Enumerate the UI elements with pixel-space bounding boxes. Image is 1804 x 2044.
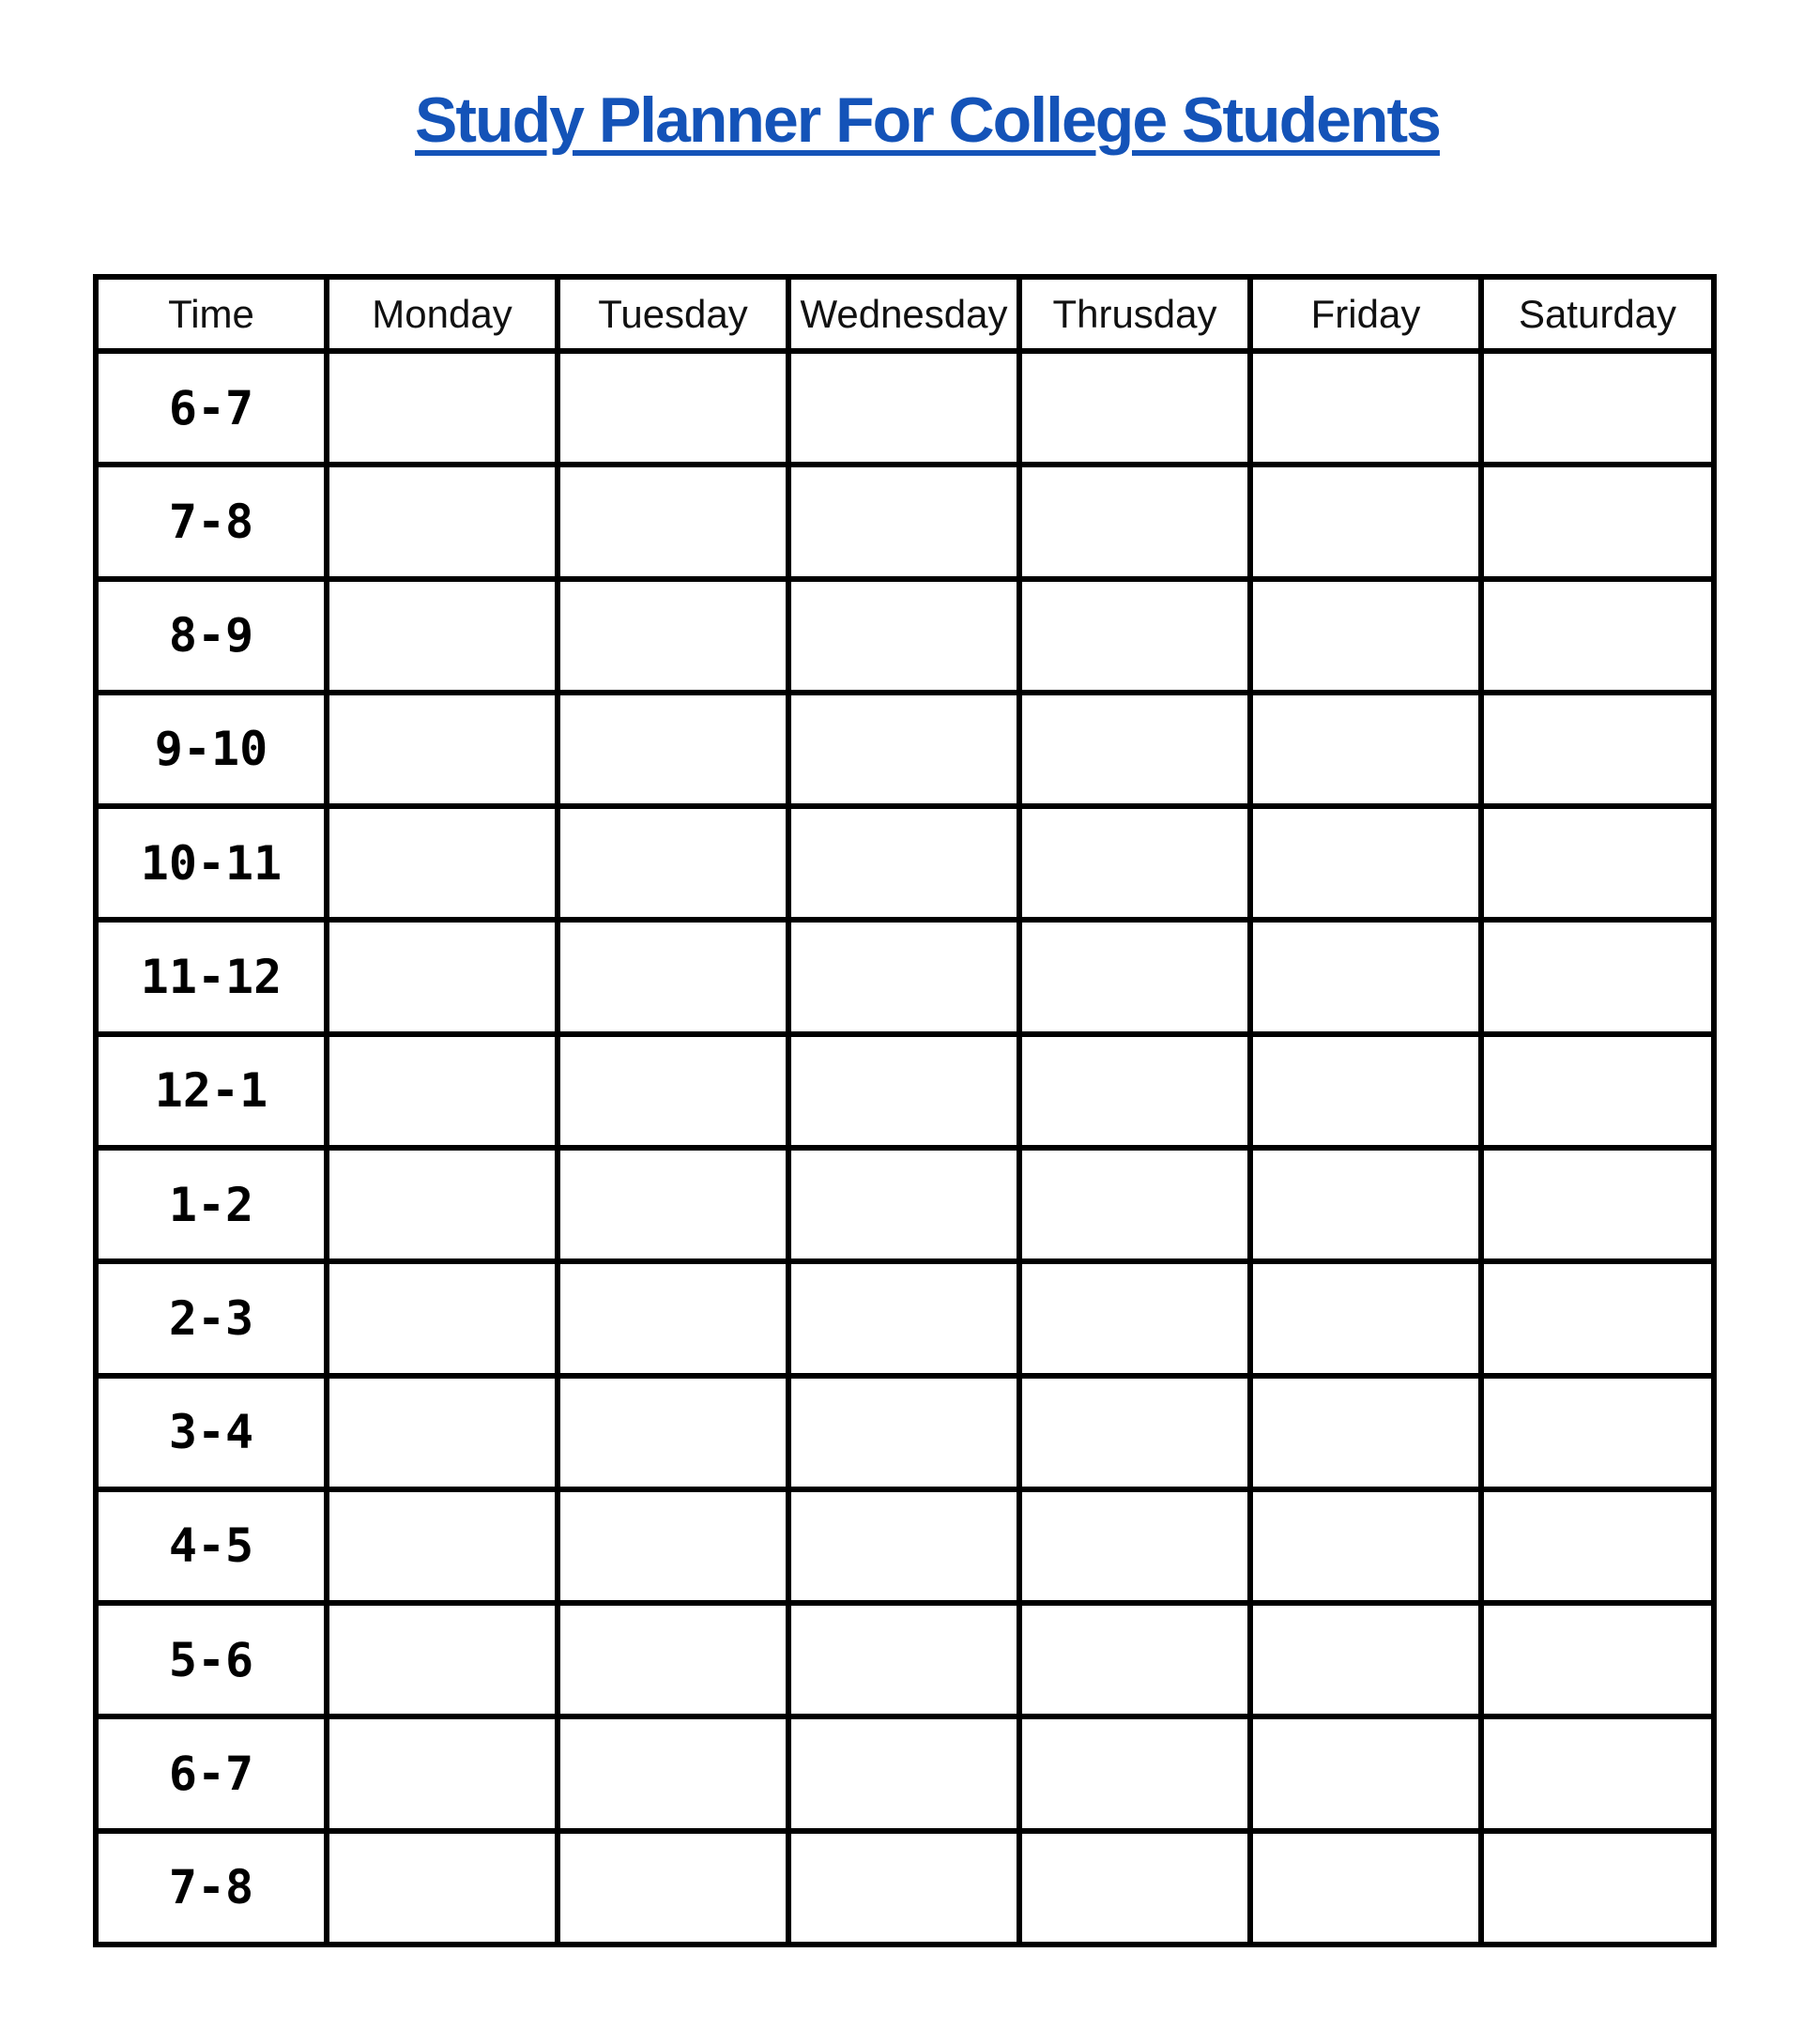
schedule-cell-friday[interactable]: [1250, 1261, 1481, 1375]
schedule-cell-thrusday[interactable]: [1019, 465, 1250, 578]
time-slot-label: 2-3: [96, 1261, 327, 1375]
table-row: [96, 920, 1714, 1033]
schedule-cell-monday[interactable]: [327, 920, 558, 1033]
schedule-cell-friday[interactable]: [1250, 920, 1481, 1033]
table-row: [96, 1376, 1714, 1489]
schedule-cell-tuesday[interactable]: [558, 1603, 788, 1716]
schedule-cell-tuesday[interactable]: [558, 1716, 788, 1830]
schedule-cell-friday[interactable]: [1250, 1376, 1481, 1489]
table-row: [96, 1831, 1714, 1945]
time-slot-label: 6-7: [96, 1716, 327, 1830]
column-header-friday: Friday: [1250, 277, 1481, 351]
schedule-cell-thrusday[interactable]: [1019, 1831, 1250, 1945]
column-header-thrusday: Thrusday: [1019, 277, 1250, 351]
study-planner-table: [93, 274, 1717, 1947]
table-row: [96, 351, 1714, 465]
schedule-cell-saturday[interactable]: [1481, 351, 1714, 465]
schedule-cell-tuesday[interactable]: [558, 1148, 788, 1261]
time-slot-label: 7-8: [96, 1831, 327, 1945]
schedule-cell-saturday[interactable]: [1481, 920, 1714, 1033]
schedule-cell-thrusday[interactable]: [1019, 920, 1250, 1033]
table-row: [96, 1148, 1714, 1261]
schedule-cell-saturday[interactable]: [1481, 1148, 1714, 1261]
column-header-tuesday: Tuesday: [558, 277, 788, 351]
schedule-cell-monday[interactable]: [327, 806, 558, 920]
schedule-cell-tuesday[interactable]: [558, 1489, 788, 1603]
schedule-cell-wednesday[interactable]: [788, 1716, 1019, 1830]
schedule-cell-thrusday[interactable]: [1019, 1261, 1250, 1375]
schedule-cell-wednesday[interactable]: [788, 1831, 1019, 1945]
schedule-cell-tuesday[interactable]: [558, 693, 788, 806]
schedule-cell-wednesday[interactable]: [788, 1376, 1019, 1489]
column-header-saturday: Saturday: [1481, 277, 1714, 351]
schedule-cell-saturday[interactable]: [1481, 1489, 1714, 1603]
schedule-cell-monday[interactable]: [327, 351, 558, 465]
schedule-cell-thrusday[interactable]: [1019, 1148, 1250, 1261]
schedule-cell-monday[interactable]: [327, 1034, 558, 1148]
schedule-cell-tuesday[interactable]: [558, 1034, 788, 1148]
schedule-cell-wednesday[interactable]: [788, 1489, 1019, 1603]
schedule-cell-monday[interactable]: [327, 1376, 558, 1489]
schedule-cell-thrusday[interactable]: [1019, 351, 1250, 465]
schedule-cell-monday[interactable]: [327, 579, 558, 693]
table-row: [96, 1261, 1714, 1375]
schedule-cell-thrusday[interactable]: [1019, 1716, 1250, 1830]
table-row: [96, 693, 1714, 806]
schedule-cell-monday[interactable]: [327, 1148, 558, 1261]
time-slot-label: 11-12: [96, 920, 327, 1033]
schedule-cell-monday[interactable]: [327, 1603, 558, 1716]
schedule-cell-saturday[interactable]: [1481, 579, 1714, 693]
schedule-cell-friday[interactable]: [1250, 1034, 1481, 1148]
schedule-cell-wednesday[interactable]: [788, 806, 1019, 920]
schedule-cell-friday[interactable]: [1250, 351, 1481, 465]
table-row: [96, 1489, 1714, 1603]
schedule-cell-friday[interactable]: [1250, 1831, 1481, 1945]
schedule-cell-wednesday[interactable]: [788, 693, 1019, 806]
schedule-cell-monday[interactable]: [327, 1716, 558, 1830]
schedule-cell-friday[interactable]: [1250, 465, 1481, 578]
time-slot-label: 9-10: [96, 693, 327, 806]
schedule-cell-thrusday[interactable]: [1019, 1376, 1250, 1489]
schedule-cell-saturday[interactable]: [1481, 1831, 1714, 1945]
time-slot-label: 3-4: [96, 1376, 327, 1489]
table-row: [96, 465, 1714, 578]
schedule-cell-thrusday[interactable]: [1019, 1489, 1250, 1603]
schedule-cell-saturday[interactable]: [1481, 1376, 1714, 1489]
table-row: [96, 1034, 1714, 1148]
schedule-cell-tuesday[interactable]: [558, 1831, 788, 1945]
schedule-cell-tuesday[interactable]: [558, 1261, 788, 1375]
schedule-cell-thrusday[interactable]: [1019, 693, 1250, 806]
header-row: [96, 277, 1714, 351]
schedule-cell-friday[interactable]: [1250, 1716, 1481, 1830]
schedule-cell-saturday[interactable]: [1481, 1603, 1714, 1716]
page-title: Study Planner For College Students: [415, 84, 1440, 156]
table-header: [96, 277, 1714, 351]
schedule-cell-tuesday[interactable]: [558, 920, 788, 1033]
time-slot-label: 10-11: [96, 806, 327, 920]
schedule-cell-saturday[interactable]: [1481, 693, 1714, 806]
time-slot-label: 6-7: [96, 351, 327, 465]
time-slot-label: 4-5: [96, 1489, 327, 1603]
schedule-cell-monday[interactable]: [327, 1831, 558, 1945]
schedule-cell-friday[interactable]: [1250, 1603, 1481, 1716]
schedule-cell-thrusday[interactable]: [1019, 806, 1250, 920]
schedule-cell-wednesday[interactable]: [788, 1148, 1019, 1261]
schedule-cell-tuesday[interactable]: [558, 465, 788, 578]
table-body: [96, 351, 1714, 1945]
table-row: [96, 1603, 1714, 1716]
schedule-cell-tuesday[interactable]: [558, 351, 788, 465]
schedule-cell-monday[interactable]: [327, 1261, 558, 1375]
schedule-cell-monday[interactable]: [327, 693, 558, 806]
column-header-monday: Monday: [327, 277, 558, 351]
schedule-cell-friday[interactable]: [1250, 1148, 1481, 1261]
table-row: [96, 579, 1714, 693]
schedule-cell-wednesday[interactable]: [788, 351, 1019, 465]
schedule-cell-friday[interactable]: [1250, 693, 1481, 806]
schedule-cell-monday[interactable]: [327, 1489, 558, 1603]
schedule-cell-tuesday[interactable]: [558, 806, 788, 920]
column-header-wednesday: Wednesday: [788, 277, 1019, 351]
schedule-cell-thrusday[interactable]: [1019, 1034, 1250, 1148]
column-header-time: Time: [96, 277, 327, 351]
schedule-cell-wednesday[interactable]: [788, 1034, 1019, 1148]
schedule-cell-friday[interactable]: [1250, 1489, 1481, 1603]
time-slot-label: 8-9: [96, 579, 327, 693]
schedule-cell-wednesday[interactable]: [788, 465, 1019, 578]
time-slot-label: 12-1: [96, 1034, 327, 1148]
schedule-cell-tuesday[interactable]: [558, 1376, 788, 1489]
schedule-cell-saturday[interactable]: [1481, 465, 1714, 578]
schedule-cell-saturday[interactable]: [1481, 1716, 1714, 1830]
time-slot-label: 5-6: [96, 1603, 327, 1716]
time-slot-label: 7-8: [96, 465, 327, 578]
schedule-cell-saturday[interactable]: [1481, 1034, 1714, 1148]
schedule-cell-saturday[interactable]: [1481, 1261, 1714, 1375]
schedule-cell-thrusday[interactable]: [1019, 1603, 1250, 1716]
schedule-cell-wednesday[interactable]: [788, 920, 1019, 1033]
schedule-cell-friday[interactable]: [1250, 806, 1481, 920]
table-row: [96, 806, 1714, 920]
schedule-cell-wednesday[interactable]: [788, 1261, 1019, 1375]
table-row: [96, 1716, 1714, 1830]
schedule-cell-wednesday[interactable]: [788, 579, 1019, 693]
schedule-cell-thrusday[interactable]: [1019, 579, 1250, 693]
schedule-cell-saturday[interactable]: [1481, 806, 1714, 920]
schedule-cell-wednesday[interactable]: [788, 1603, 1019, 1716]
time-slot-label: 1-2: [96, 1148, 327, 1261]
schedule-cell-friday[interactable]: [1250, 579, 1481, 693]
schedule-cell-monday[interactable]: [327, 465, 558, 578]
schedule-cell-tuesday[interactable]: [558, 579, 788, 693]
